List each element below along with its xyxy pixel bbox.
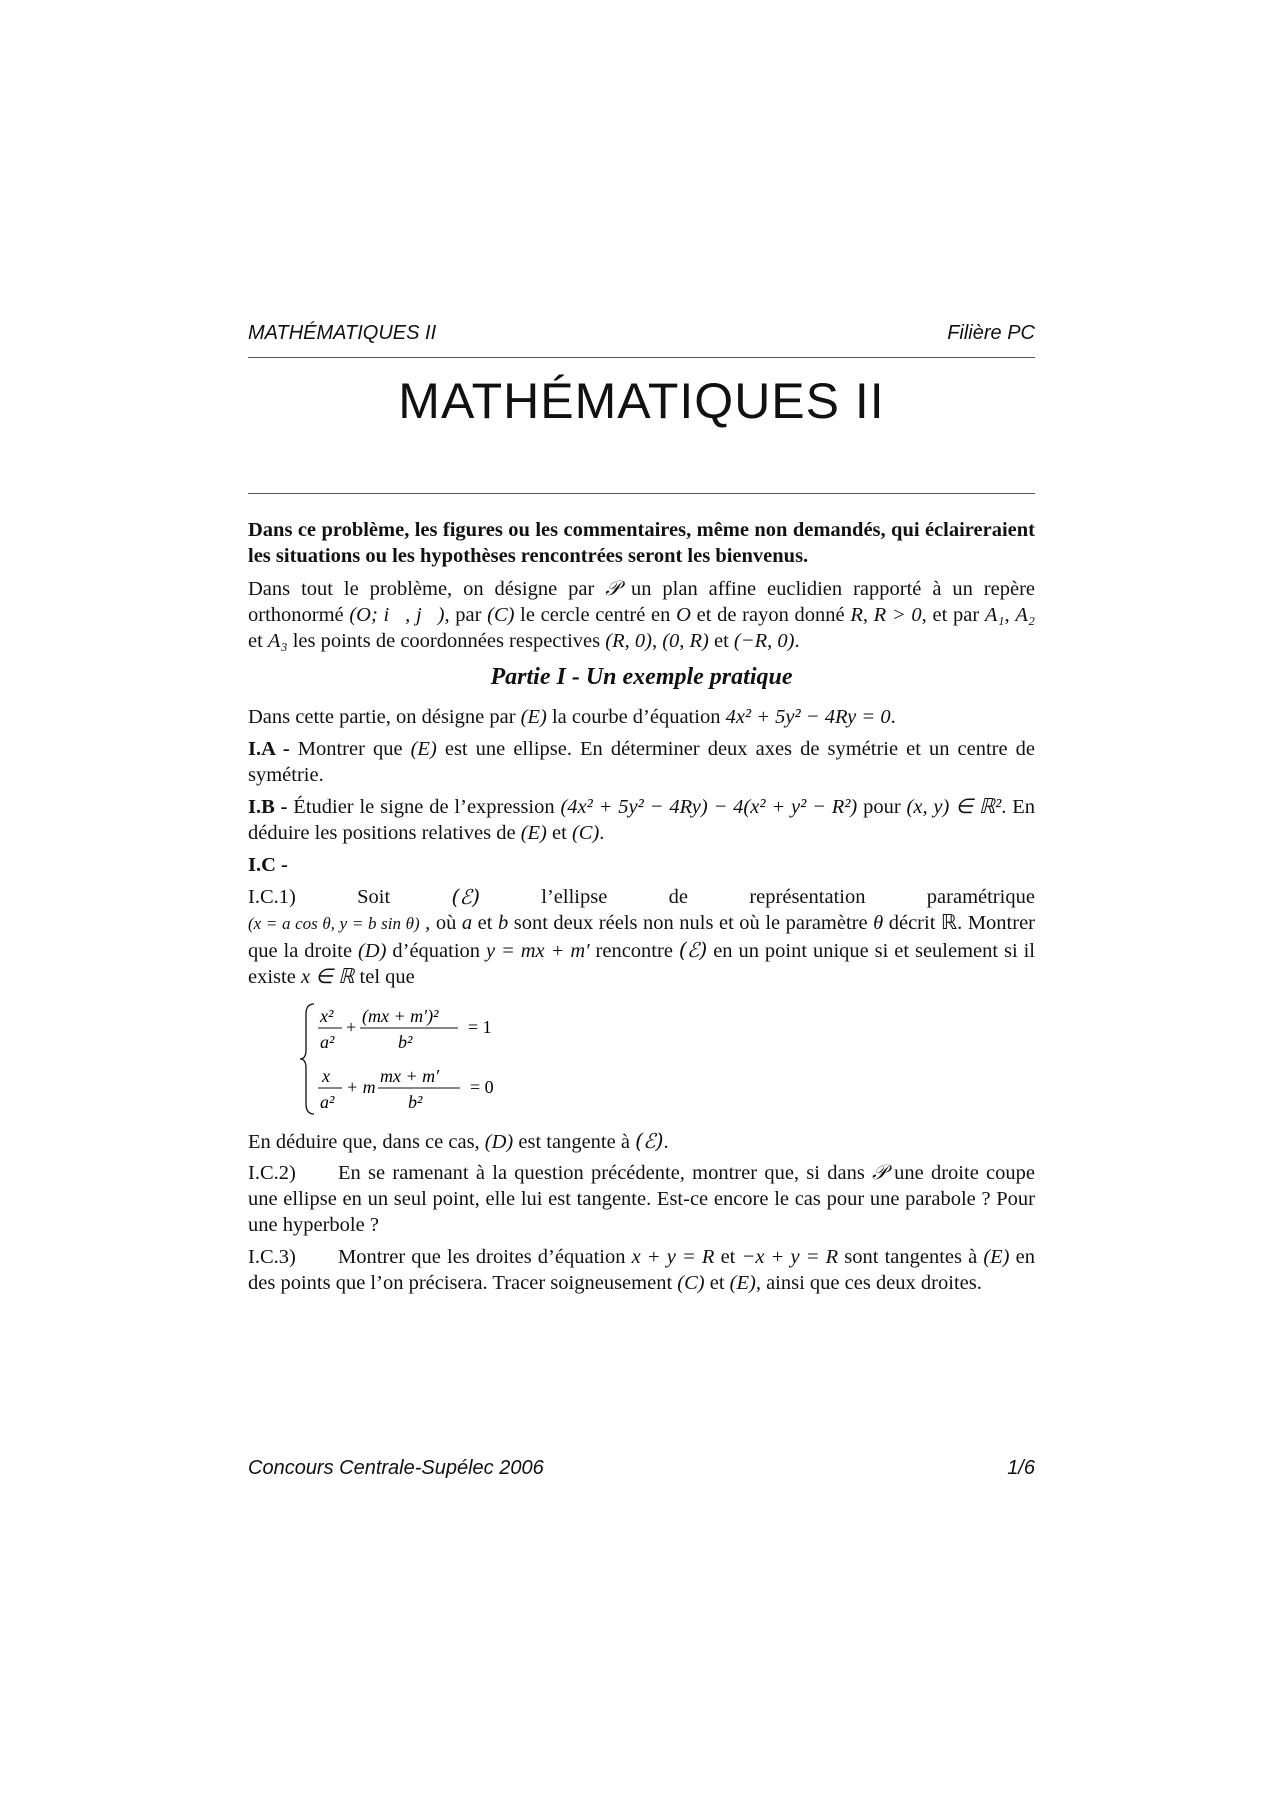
IC1-conclusion: En déduire que, dans ce cas, (D) est tangente à (ℰ).: [248, 1129, 669, 1153]
question-IB: I.B - Étudier le signe de l’expression (4x² + 5y² − 4Ry) − 4(x² + y² − R²) pour (x, y) ∈ ℝ². En déduire les positions relatives de (E) et (C).: [248, 796, 1036, 844]
title-rule: [248, 493, 1035, 494]
sys1-plus: +: [346, 1017, 357, 1037]
sys2-num1: x: [322, 1066, 330, 1086]
line-equation: y = mx + m′: [485, 940, 590, 962]
question-number: I.C.1): [248, 886, 296, 908]
sys1-rhs: = 1: [468, 1017, 492, 1037]
IC1-first-line: I.C.1) Soit (ℰ) l’ellipse de représentation paramétrique: [248, 885, 1035, 909]
question-number: I.C.3): [248, 1246, 296, 1268]
sign-expression: (4x² + 5y² − 4Ry) − 4(x² + y² − R²): [560, 796, 858, 818]
system-brace: [300, 1004, 314, 1114]
sys1-num2: (mx + m′)²: [362, 1006, 439, 1026]
question-label: I.B -: [248, 796, 288, 818]
sys1-den1: a²: [320, 1032, 335, 1052]
part1-intro: Dans cette partie, on désigne par (E) la courbe d’équation 4x² + 5y² − 4Ry = 0.: [248, 706, 896, 728]
tangent-line-1: x + y = R: [631, 1246, 715, 1268]
sys1-num1: x²: [320, 1006, 334, 1026]
question-IC3: I.C.3) Montrer que les droites d’équation x + y = R et −x + y = R sont tangentes à (E) en des points que l’on précisera. Tracer soigneusement (C) et (E), ainsi que ces deux droites.: [248, 1246, 1035, 1294]
equation-system-svg: [298, 1000, 598, 1118]
page-number: 1/6: [1007, 1457, 1035, 1479]
question-IA: I.A - Montrer que (E) est une ellipse. En déterminer deux axes de symétrie et un centre de symétrie.: [248, 738, 1035, 786]
question-number: I.C.2): [248, 1162, 296, 1184]
sys2-rhs: = 0: [470, 1077, 494, 1097]
part1-title: Partie I - Un exemple pratique: [490, 664, 793, 690]
frame-symbol: (O; i⃗, j⃗): [349, 604, 445, 626]
intro-notice: Dans ce problème, les figures ou les commentaires, même non demandés, qui éclaireraient les situations ou les hypothèses rencontrées seront les bienvenus.: [248, 519, 1035, 567]
sys2-den2: b²: [408, 1092, 423, 1112]
question-label: I.A -: [248, 738, 290, 760]
sys2-num2: mx + m′: [380, 1066, 440, 1086]
question-IC1: [248, 884, 1035, 1155]
tangent-line-2: −x + y = R: [741, 1246, 839, 1268]
intro-paragraph: Dans tout le problème, on désigne par 𝒫 un plan affine euclidien rapporté à un repère orthonormé (O; i⃗, j⃗), par (C) le cercle centré en O et de rayon donné R, R > 0, et par A₁, A₂ et A₃ les points de coordonnées respectives (R, 0), (0, R) et (−R, 0).: [248, 576, 1036, 652]
page-title: MATHÉMATIQUES II: [398, 373, 885, 429]
ellipse-equation: 4x² + 5y² − 4Ry = 0: [725, 706, 891, 728]
sys2-m: + m: [346, 1077, 376, 1097]
header-subject: MATHÉMATIQUES II: [248, 322, 437, 344]
header-track: Filière PC: [947, 322, 1035, 344]
problem-body: [248, 517, 1035, 1302]
footer-contest: Concours Centrale-Supélec 2006: [248, 1457, 544, 1479]
parametric-representation: (x = a cos θ, y = b sin θ): [248, 914, 420, 933]
question-IC-label: I.C -: [248, 854, 288, 876]
sys1-den2: b²: [398, 1032, 413, 1052]
equation-system: [298, 1000, 598, 1118]
IC1-text: (x = a cos θ, y = b sin θ) , où a et b sont deux réels non nuls et où le paramètre θ décrit ℝ. Montrer que la droite (D) d’équation y = mx + m′ rencontre (ℰ) en un point unique si et seulement si il existe x ∈ ℝ tel que: [248, 912, 1035, 988]
sys2-den1: a²: [320, 1092, 335, 1112]
header-rule: [248, 357, 1035, 358]
question-IC2: I.C.2) En se ramenant à la question précédente, montrer que, si dans 𝒫 une droite coupe une ellipse en un seul point, elle lui est tangente. Est-ce encore le cas pour une parabole ? Pour une hyperbole ?: [248, 1160, 1035, 1236]
plane-symbol: 𝒫: [605, 576, 621, 600]
